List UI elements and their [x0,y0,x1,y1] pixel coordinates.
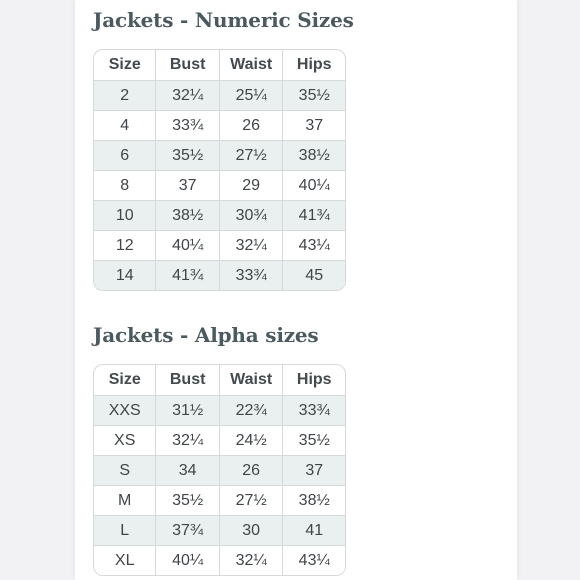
table-row [94,171,345,201]
cell-size: S [94,456,156,486]
column-header-bust: Bust [156,365,219,396]
cell-bust: 37 [156,171,219,201]
table-row [94,546,345,575]
cell-size: 2 [94,81,156,111]
cell-waist: 22¾ [220,396,284,426]
cell-hips: 33¾ [283,396,345,426]
cell-size: 6 [94,141,156,171]
cell-hips: 35½ [283,426,345,456]
cell-waist: 30 [220,516,284,546]
table-row [94,426,345,456]
table-row [94,486,345,516]
cell-size: 14 [94,261,156,290]
cell-size: M [94,486,156,516]
column-header-hips: Hips [283,50,345,81]
cell-hips: 35½ [283,81,345,111]
cell-size: 4 [94,111,156,141]
cell-bust: 33¾ [156,111,219,141]
cell-waist: 29 [220,171,284,201]
column-header-hips: Hips [283,365,345,396]
cell-waist: 27½ [220,141,284,171]
column-header-size: Size [94,50,156,81]
cell-bust: 40¼ [156,231,219,261]
cell-bust: 41¾ [156,261,219,290]
cell-waist: 33¾ [220,261,284,290]
cell-bust: 31½ [156,396,219,426]
cell-waist: 32¼ [220,546,284,575]
cell-bust: 40¼ [156,546,219,575]
cell-bust: 38½ [156,201,219,231]
cell-hips: 45 [283,261,345,290]
cell-waist: 32¼ [220,231,284,261]
cell-bust: 34 [156,456,219,486]
column-header-waist: Waist [220,50,284,81]
table-row [94,141,345,171]
cell-hips: 43¼ [283,546,345,575]
numeric-sizes-title: Jackets - Numeric Sizes [93,8,354,32]
cell-hips: 37 [283,111,345,141]
table-row [94,231,345,261]
cell-size: XS [94,426,156,456]
table-row [94,516,345,546]
table-row [94,81,345,111]
cell-size: L [94,516,156,546]
column-header-bust: Bust [156,50,219,81]
numeric-sizes-table [93,49,346,291]
alpha-sizes-table [93,364,346,576]
table-row [94,396,345,426]
cell-waist: 26 [220,456,284,486]
cell-size: XXS [94,396,156,426]
alpha-sizes-title: Jackets - Alpha sizes [93,323,319,347]
cell-bust: 32¼ [156,81,219,111]
cell-size: XL [94,546,156,575]
cell-size: 12 [94,231,156,261]
cell-hips: 43¼ [283,231,345,261]
cell-size: 10 [94,201,156,231]
cell-hips: 38½ [283,141,345,171]
column-header-size: Size [94,365,156,396]
cell-hips: 38½ [283,486,345,516]
cell-bust: 32¼ [156,426,219,456]
cell-hips: 40¼ [283,171,345,201]
cell-bust: 37¾ [156,516,219,546]
table-row [94,111,345,141]
cell-hips: 41¾ [283,201,345,231]
table-row [94,201,345,231]
table-header-row [94,50,345,81]
table-header-row [94,365,345,396]
cell-waist: 25¼ [220,81,284,111]
cell-waist: 27½ [220,486,284,516]
cell-waist: 24½ [220,426,284,456]
cell-bust: 35½ [156,141,219,171]
column-header-waist: Waist [220,365,284,396]
cell-hips: 37 [283,456,345,486]
table-row [94,261,345,290]
cell-waist: 26 [220,111,284,141]
cell-waist: 30¾ [220,201,284,231]
table-row [94,456,345,486]
cell-size: 8 [94,171,156,201]
cell-hips: 41 [283,516,345,546]
cell-bust: 35½ [156,486,219,516]
